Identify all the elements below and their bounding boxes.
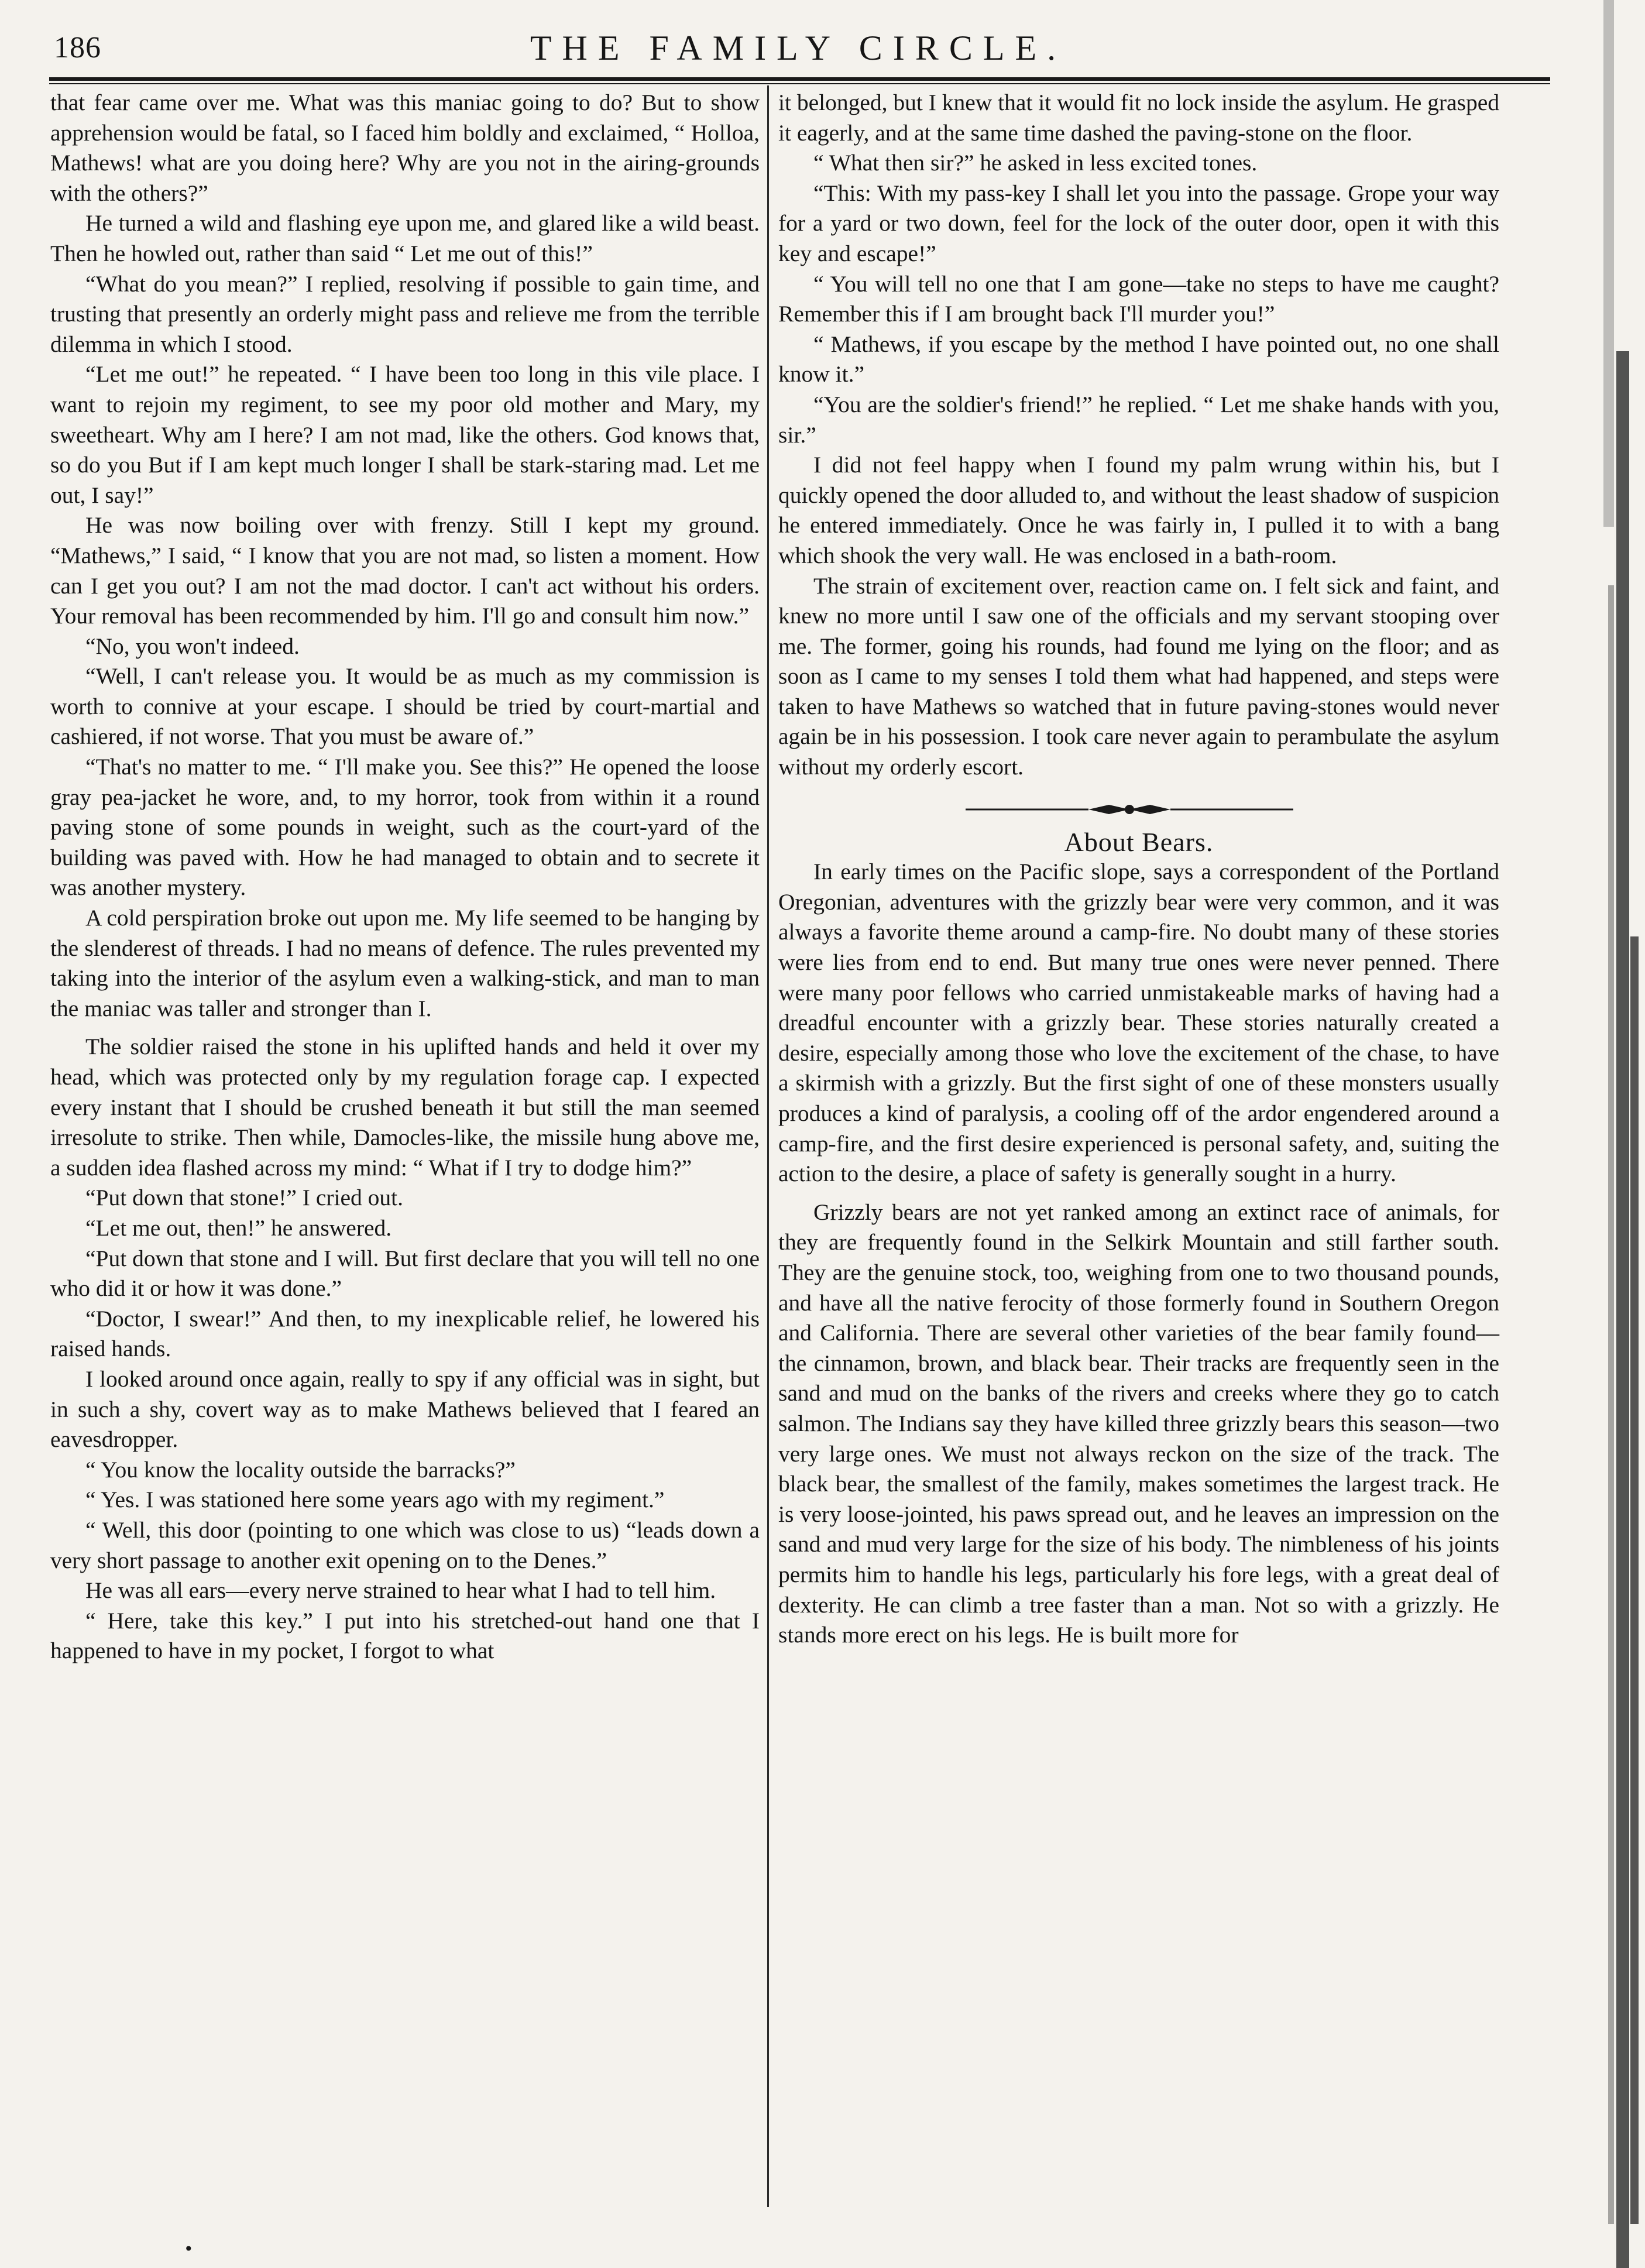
right-column [778,88,1499,1651]
masthead-title: THE FAMILY CIRCLE. [530,29,1067,67]
paragraph: “Put down that stone!” I cried out. [85,1185,403,1211]
story-continuation [778,88,1499,783]
section-title: About Bears. [1064,826,1214,857]
paragraph: “ Mathews, if you escape by the method I have pointed out, no one shall know it.” [778,331,1499,387]
paragraph: “You are the soldier's friend!” he replied. “ Let me shake hands with you, sir.” [778,391,1499,448]
paragraph: I looked around once again, really to spy if any official was in sight, but in such a shy, covert way as to make Mathews believed that I feared an eavesdropper. [50,1365,760,1453]
paragraph: that fear came over me. What was this maniac going to do? But to show apprehension would be fatal, so I faced him boldly and exclaimed, “ Holloa, Mathews! what are you doing here? Why are you not in the airing-grounds with the others?” [50,90,760,206]
paragraph: “ What then sir?” he asked in less excited tones. [813,150,1258,176]
paragraph: “ Well, this door (pointing to one which was close to us) “leads down a very short passage to another exit opening on to the Denes.” [50,1516,760,1573]
paragraph: A cold perspiration broke out upon me. My life seemed to be hanging by the slenderest of threads. I had no means of defence. The rules prevented my taking into the interior of the asylum even a walking-stick, and man to man the maniac was taller and stronger than I. [50,905,760,1021]
paragraph: “ Yes. I was stationed here some years ago with my regiment.” [85,1487,665,1513]
about-bears-article [778,857,1499,1650]
paragraph: He was now boiling over with frenzy. Still I kept my ground. “Mathews,” I said, “ I know that you are not mad, so listen a moment. How can I get you out? I am not the mad doctor. I can't act without his orders. Your removal has been recommended by him. I'll go and consult him now.” [50,512,760,629]
paragraph: “ You know the locality outside the barracks?” [85,1456,516,1483]
paragraph: “No, you won't indeed. [85,633,300,659]
paragraph: “ Here, take this key.” I put into his stretched-out hand one that I happened to have in my pocket, I forgot to what [50,1607,760,1664]
paragraph: “What do you mean?” I replied, resolving if possible to gain time, and trusting that presently an orderly might pass and relieve me from the terrible dilemma in which I stood. [50,270,760,357]
ornament-rule-icon [966,799,1293,820]
paragraph: “Put down that stone and I will. But first declare that you will tell no one who did it or how it was done.” [50,1245,760,1302]
paragraph: it belonged, but I knew that it would fit no lock inside the asylum. He grasped it eagerly, and at the same time dashed the paving-stone on the floor. [778,90,1499,146]
page-number: 186 [54,31,101,64]
paragraph: He turned a wild and flashing eye upon me, and glared like a wild beast. Then he howled out, rather than said “ Let me out of this!” [50,210,760,266]
column-divider [767,85,769,2207]
paragraph: “This: With my pass-key I shall let you into the passage. Grope your way for a yard or two down, feel for the lock of the outer door, open it with this key and escape!” [778,180,1499,266]
paragraph: The soldier raised the stone in his uplifted hands and held it over my head, which was protected only by my regulation forage cap. I expected every instant that I should be crushed beneath it but still the man seemed irresolute to strike. Then while, Damocles-like, the missile hung above me, a sudden idea flashed across my mind: “ What if I try to dodge him?” [50,1034,760,1181]
paragraph: In early times on the Pacific slope, says a correspondent of the Portland Oregonian, adventures with the grizzly bear were very common, and it was always a favorite theme around a camp-fire. No doubt many of these stories were lies from end to end. But many true ones were never penned. There were many poor fellows who carried unmistakeable marks of having had a dreadful encounter with a grizzly bear. These stories naturally created a desire, especially among those who love the excitement of the chase, to have a skirmish with a grizzly. But the first sight of one of these monsters usually produces a kind of paralysis, a cooling off of the ardor engendered around a camp-fire, and the first desire experienced is personal safety, and, suiting the action to the desire, a place of safety is generally sought in a hurry. [778,859,1499,1187]
paragraph: “Let me out, then!” he answered. [85,1214,392,1241]
paragraph: The strain of excitement over, reaction came on. I felt sick and faint, and knew no more until I saw one of the officials and my servant stooping over me. The former, going his rounds, had found me lying on the floor; and as soon as I came to my senses I told them what had happened, and steps were taken to have Mathews so watched that in future paving-stones would never again be in his possession. I took care never again to perambulate the asylum without my orderly escort. [778,572,1499,780]
header-rule-thin [49,83,1550,84]
paragraph: He was all ears—every nerve strained to hear what I had to tell him. [85,1577,716,1604]
paragraph: I did not feel happy when I found my palm wrung within his, but I quickly opened the door alluded to, and without the least shadow of suspicion he entered immediately. Once he was fairly in, I pulled it to with a bang which shook the very wall. He was enclosed in a bath-room. [778,452,1499,568]
paragraph: “That's no matter to me. “ I'll make you. See this?” He opened the loose gray pea-jacket he wore, and, to my horror, took from within it a round paving stone of some pounds in weight, such as the court-yard of the building was paved with. How he had managed to obtain and to secrete it was another mystery. [50,754,760,901]
stray-ink-mark: • [184,2239,194,2259]
paragraph: Grizzly bears are not yet ranked among an extinct race of animals, for they are frequently found in the Selkirk Mountain and still farther south. They are the genuine stock, too, weighing from one to two thousand pounds, and have all the native ferocity of those formerly found in Southern Oregon and California. There are several other varieties of the bear family found—the cinnamon, brown, and black bear. Their tracks are frequently seen in the sand and mud on the banks of the rivers and creeks where they go to catch salmon. The Indians say they have killed three grizzly bears this season—two very large ones. We must not always reckon on the size of the track. The black bear, the smallest of the family, makes sometimes the largest track. He is very loose-jointed, his paws spread out, and he leaves an impression on the sand and mud very large for the size of his body. The nimbleness of his joints permits him to handle his legs, particularly his fore legs, with a great deal of dexterity. He can climb a tree faster than a man. Not so with a grizzly. He stands more erect on his legs. He is built more for [778,1199,1499,1648]
header-rule [49,77,1550,81]
running-head [49,25,1547,75]
section-ornament [778,799,1499,820]
paragraph: “ You will tell no one that I am gone—take no steps to have me caught? Remember this if I am brought back I'll murder you!” [778,270,1499,327]
paragraph: “Well, I can't release you. It would be as much as my commission is worth to connive at your escape. I should be tried by court-martial and cashiered, if not worse. That you must be aware of.” [50,663,760,750]
paragraph: “Let me out!” he repeated. “ I have been too long in this vile place. I want to rejoin my regiment, to see my poor old mother and Mary, my sweetheart. Why am I here? I am not mad, like the others. God knows that, so do you But if I am kept much longer I shall be stark-staring mad. Let me out, I say!” [50,361,760,508]
left-column [50,88,760,1666]
paragraph: “Doctor, I swear!” And then, to my inexplicable relief, he lowered his raised hands. [50,1305,760,1362]
page-edge-scan-noise [1580,0,1645,2268]
